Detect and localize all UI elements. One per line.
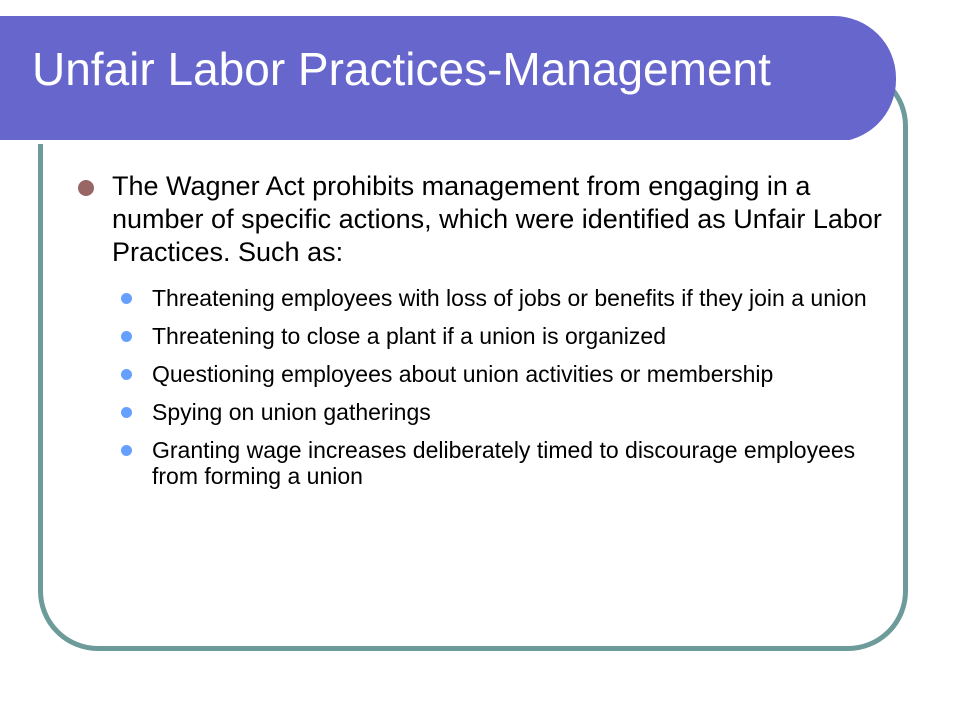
sub-point-text: Spying on union gatherings [152,399,431,425]
sub-point-list [78,285,898,489]
sub-point [78,399,898,425]
sub-point-text: Granting wage increases deliberately timed to discourage employees from forming a union [152,437,856,489]
sub-point-text: Questioning employees about union activities or membership [152,361,774,387]
sub-bullet-icon [121,445,132,456]
sub-bullet-icon [121,369,132,380]
sub-point-text: Threatening employees with loss of jobs or benefits if they join a union [152,285,867,311]
main-point-text: The Wagner Act prohibits management from engaging in a number of specific actions, which were identified as Unfair Labor Practices. Such as: [112,171,882,267]
sub-bullet-icon [121,407,132,418]
sub-point [78,437,898,489]
sub-point [78,361,898,387]
sub-bullet-icon [121,293,132,304]
sub-bullet-icon [121,331,132,342]
sub-point [78,323,898,349]
slide-title: Unfair Labor Practices-Management [32,43,771,95]
sub-point-text: Threatening to close a plant if a union is organized [152,323,666,349]
main-bullet-icon [78,180,94,196]
main-point [78,170,898,269]
sub-point [78,285,898,311]
title-underline [0,140,850,144]
slide-content [78,170,898,501]
